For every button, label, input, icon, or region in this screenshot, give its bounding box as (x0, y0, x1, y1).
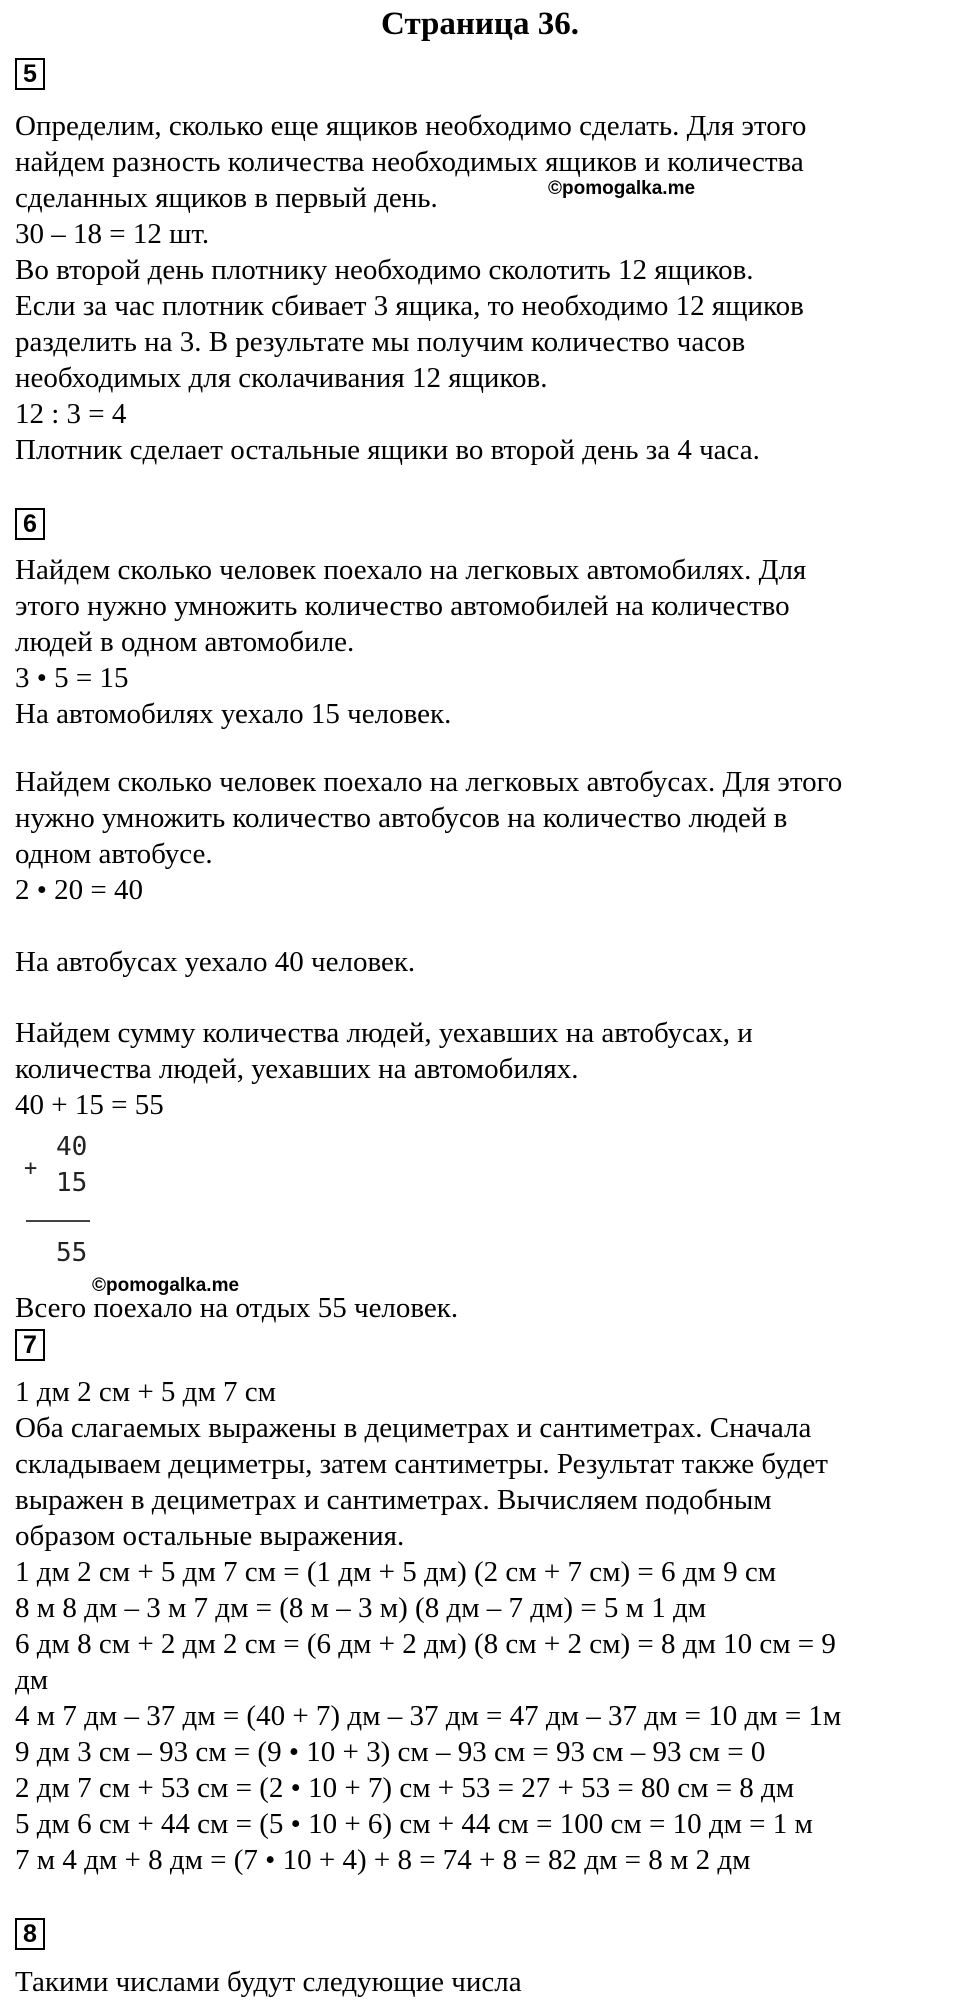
text-line: 3 • 5 = 15 (15, 662, 129, 694)
text-line: Найдем сколько человек поехало на легковых автомобилях. Для (15, 554, 807, 586)
text-line: необходимых для сколачивания 12 ящиков. (15, 362, 548, 394)
text-line: 5 дм 6 см + 44 см = (5 • 10 + 6) см + 44 см = 100 см = 10 дм = 1 м (15, 1808, 813, 1840)
text-line: Найдем сколько человек поехало на легковых автобусах. Для этого (15, 766, 843, 798)
text-line: Такими числами будут следующие числа (15, 1966, 522, 1998)
sum-result: 55 (56, 1238, 88, 1268)
text-line: одном автобусе. (15, 838, 213, 870)
text-line: этого нужно умножить количество автомобилей на количество (15, 590, 790, 622)
task-7-text (15, 1374, 955, 1878)
text-line: 2 дм 7 см + 53 см = (2 • 10 + 7) см + 53 = 27 + 53 = 80 см = 8 дм (15, 1772, 795, 1804)
text-line: складываем дециметры, затем сантиметры. Результат также будет (15, 1448, 828, 1480)
text-line: людей в одном автомобиле. (15, 626, 355, 658)
text-line: образом остальные выражения. (15, 1520, 405, 1552)
task-number-7: 7 (15, 1329, 45, 1361)
text-line: Определим, сколько еще ящиков необходимо сделать. Для этого (15, 110, 807, 142)
task-6-para-1 (15, 552, 955, 732)
task-8-text (15, 1964, 955, 2000)
watermark: ©pomogalka.me (548, 178, 696, 199)
text-line: Всего поехало на отдых 55 человек. (15, 1292, 459, 1324)
text-line: Если за час плотник сбивает 3 ящика, то необходимо 12 ящиков (15, 290, 804, 322)
text-line: Оба слагаемых выражены в дециметрах и сантиметрах. Сначала (15, 1412, 812, 1444)
addend-bottom: 15 (56, 1168, 88, 1198)
text-line: нужно умножить количество автобусов на количество людей в (15, 802, 788, 834)
task-number-5: 5 (15, 58, 45, 90)
task-6-para-4 (15, 1015, 955, 1123)
text-line: На автомобилях уехало 15 человек. (15, 698, 452, 730)
text-line: 2 • 20 = 40 (15, 874, 144, 906)
text-line: Найдем сумму количества людей, уехавших на автобусах, и (15, 1017, 753, 1049)
text-line: 4 м 7 дм – 37 дм = (40 + 7) дм – 37 дм = 47 дм – 37 дм = 10 дм = 1м (15, 1700, 842, 1732)
text-line: дм (15, 1664, 49, 1696)
sum-line (26, 1220, 90, 1222)
text-line: 7 м 4 дм + 8 дм = (7 • 10 + 4) + 8 = 74 + 8 = 82 дм = 8 м 2 дм (15, 1844, 751, 1876)
text-line: сделанных ящиков в первый день. (15, 182, 438, 214)
text-line: 40 + 15 = 55 (15, 1089, 164, 1121)
plus-sign: + (24, 1156, 38, 1181)
text-line: На автобусах уехало 40 человек. (15, 946, 416, 978)
task-number-6: 6 (15, 508, 45, 540)
text-line: 1 дм 2 см + 5 дм 7 см (15, 1376, 277, 1408)
text-line: 1 дм 2 см + 5 дм 7 см = (1 дм + 5 дм) (2 см + 7 см) = 6 дм 9 см (15, 1556, 777, 1588)
column-addition (24, 1132, 104, 1272)
task-6-conclusion (15, 1290, 955, 1326)
text-line: количества людей, уехавших на автомобилях. (15, 1053, 579, 1085)
watermark: ©pomogalka.me (92, 1275, 240, 1296)
text-line: выражен в дециметрах и сантиметрах. Вычисляем подобным (15, 1484, 772, 1516)
page-title: Страница 36. (381, 6, 579, 42)
text-line: 8 м 8 дм – 3 м 7 дм = (8 м – 3 м) (8 дм – 7 дм) = 5 м 1 дм (15, 1592, 707, 1624)
task-6-para-3 (15, 944, 955, 980)
text-line: найдем разность количества необходимых ящиков и количества (15, 146, 804, 178)
text-line: 6 дм 8 см + 2 дм 2 см = (6 дм + 2 дм) (8 см + 2 см) = 8 дм 10 см = 9 (15, 1628, 836, 1660)
text-line: 9 дм 3 см – 93 см = (9 • 10 + 3) см – 93 см = 93 см – 93 см = 0 (15, 1736, 766, 1768)
task-number-8: 8 (15, 1918, 45, 1950)
text-line: Во второй день плотнику необходимо сколотить 12 ящиков. (15, 254, 754, 286)
text-line: 12 : 3 = 4 (15, 398, 127, 430)
text-line: Плотник сделает остальные ящики во второй день за 4 часа. (15, 434, 760, 466)
text-line: разделить на 3. В результате мы получим количество часов (15, 326, 746, 358)
task-6-para-2 (15, 764, 955, 908)
task-5-text (15, 108, 955, 468)
text-line: 30 – 18 = 12 шт. (15, 218, 210, 250)
addend-top: 40 (56, 1132, 88, 1162)
